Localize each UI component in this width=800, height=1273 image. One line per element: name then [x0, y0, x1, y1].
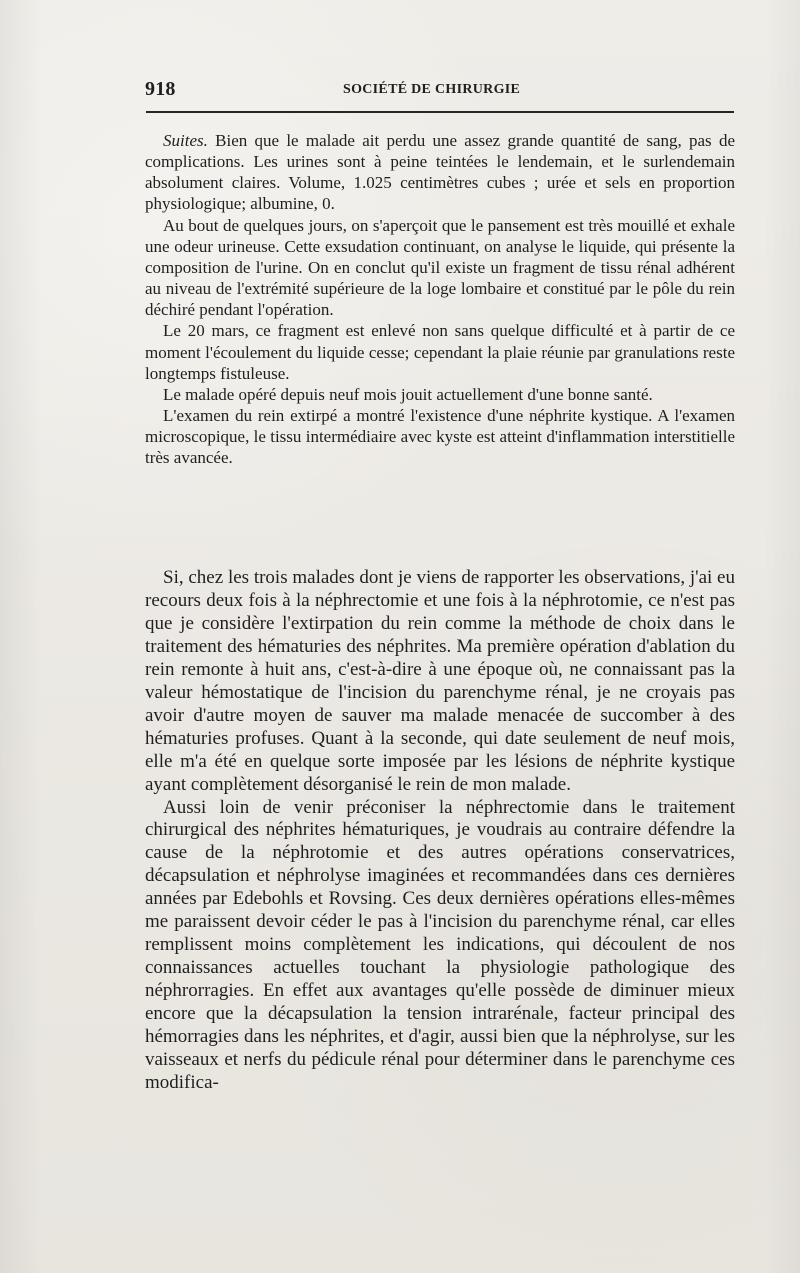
paragraph-text: Bien que le malade ait perdu une assez grande quantité de sang, pas de complications. Les urines sont à peine teintées le lendemain, et le surlendemain absolument claires. Volume, 1.025 centimètres cubes ; urée et sels en proportion physiologique; albumine, 0.	[145, 131, 735, 214]
paragraph: Si, chez les trois malades dont je viens de rapporter les observations, j'ai eu recours deux fois à la néphrectomie et une fois à la néphrotomie, ce n'est pas que je considère l'extirpation du rein comme la méthode de choix dans le traitement des hématuries des néphrites. Ma première opération d'ablation du rein remonte à huit ans, c'est-à-dire à une époque où, ne connaissant pas la valeur hémostatique de l'incision du parenchyme rénal, je ne croyais pas avoir d'autre moyen de sauver ma malade menacée de succomber à des hématuries profuses. Quant à la seconde, qui date seulement de neuf mois, elle m'a été en quelque sorte imposée par les lésions de néphrite kystique ayant complètement désorganisé le rein de mon malade.	[145, 567, 735, 795]
paragraph: Le 20 mars, ce fragment est enlevé non sans quelque difficulté et à partir de ce moment l'écoulement du liquide cesse; cependant la plaie réunie par granulations reste longtemps fistuleuse.	[145, 321, 735, 383]
header-rule	[146, 111, 734, 113]
left-page-shadow	[0, 0, 42, 1273]
page-number: 918	[145, 78, 176, 100]
paragraph: Le malade opéré depuis neuf mois jouit actuellement d'une bonne santé.	[163, 384, 653, 404]
running-title: SOCIÉTÉ DE CHIRURGIE	[343, 82, 521, 97]
paragraph: Au bout de quelques jours, on s'aperçoit que le pansement est très mouillé et exhale une odeur urineuse. Cette exsudation continuant, on analyse le liquide, qui présente la composition de l'urine. On en conclut qu'il existe un fragment de tissu rénal adhérent au niveau de l'extrémité supérieure de la loge lombaire et constitué par le pôle du rein déchiré pendant l'opération.	[145, 215, 735, 320]
page-header	[145, 78, 730, 102]
paragraph: L'examen du rein extirpé a montré l'existence d'une néphrite kystique. A l'examen microscopique, le tissu intermédiaire avec kyste est atteint d'inflammation interstitielle très avancée.	[145, 406, 735, 468]
right-page-shadow	[764, 0, 800, 1273]
paragraph-lead: Suites.	[163, 131, 208, 150]
discussion-section	[145, 567, 735, 1095]
paragraph: Aussi loin de venir préconiser la néphrectomie dans le traitement chirurgical des néphrites hématuriques, je voudrais au contraire défendre la cause de la néphrotomie et des autres opérations conservatrices, décapsulation et néphrolyse imaginées et recommandées dans ces dernières années par Edebohls et Rovsing. Ces deux dernières opérations elles-mêmes me paraissent devoir céder le pas à l'incision du parenchyme rénal, car elles remplissent moins complètement les indications, qui découlent de nos connaissances actuelles touchant la physiologie pathologique des néphrorragies. En effet aux avantages qu'elle possède de diminuer mieux encore que la décapsulation la tension intrarénale, facteur principal des hémorragies dans les néphrites, et d'agir, aussi bien que la néphrolyse, sur les vaisseaux et nerfs du pédicule rénal pour déterminer dans le parenchyme ces modifica-	[145, 796, 735, 1093]
case-notes-section	[145, 130, 735, 469]
paragraph	[145, 130, 735, 215]
